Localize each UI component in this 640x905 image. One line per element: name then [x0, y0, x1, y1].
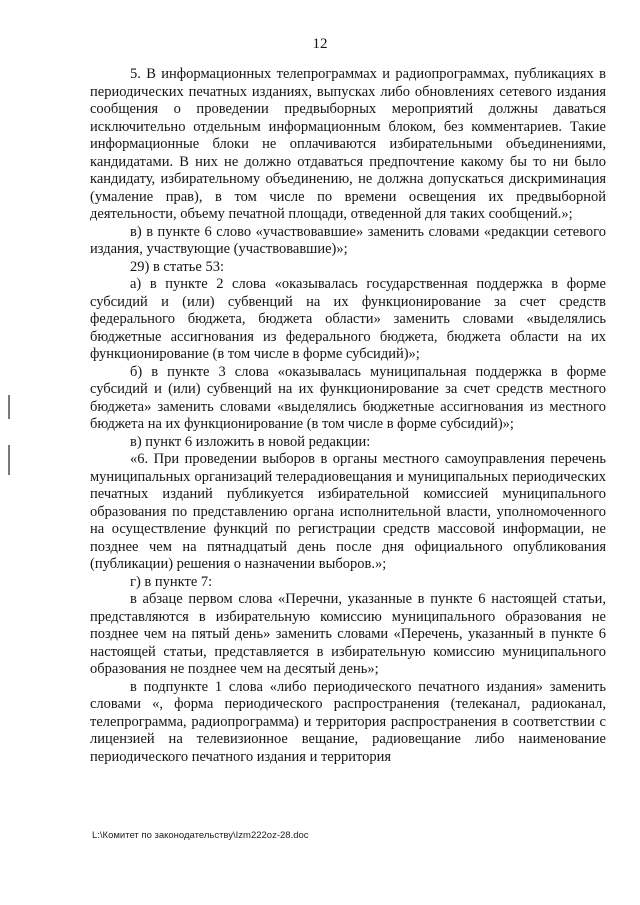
document-body: [90, 66, 606, 766]
paragraph-amendment-v-point-6: в) в пункте 6 слово «участвовавшие» заменить словами «редакции сетевого издания, участвующие (участвовавшие)»;: [90, 223, 606, 257]
scan-edge-mark: [8, 445, 10, 475]
page-number: 12: [312, 36, 328, 52]
paragraph-amendment-g-point-7: г) в пункте 7:: [130, 573, 213, 590]
paragraph-amendment-a-point-2: а) в пункте 2 слова «оказывалась государственная поддержка в форме субсидий и (или) субвенций на их функционирование за счет средств федерального бюджета, бюджета области» заменить словами «выделялись бюджетные ассигнования из федерального бюджета, бюджета области на их функционирование (в том числе в форме субсидий)»;: [90, 276, 606, 362]
paragraph-amendment-b-point-3: б) в пункте 3 слова «оказывалась муниципальная поддержка в форме субсидий и (или) субвенций на их функционирование за счет средств местного бюджета» заменить словами «выделялись бюджетные ассигнования из местного бюджета на их функционирование (в том числе в форме субсидий)»;: [90, 363, 606, 432]
scan-edge-mark: [8, 395, 10, 419]
paragraph-point-6-new-text: «6. При проведении выборов в органы местного самоуправления перечень муниципальных организаций телерадиовещания и муниципальных периодических печатных изданий публикуется избирательной комиссией муниципального образования по представлению органа исполнительной власти, уполномоченного на осуществление функций по регистрации средств массовой информации, не позднее чем на пятнадцатый день после дня официального опубликования (публикации) решения о назначении выборов.»;: [90, 451, 606, 572]
paragraph-amendment-v-new-edition: в) пункт 6 изложить в новой редакции:: [130, 433, 371, 450]
paragraph-article-53: 29) в статье 53:: [130, 258, 224, 275]
paragraph-item-5: 5. В информационных телепрограммах и радиопрограммах, публикациях в периодических печатных изданиях, выпусках либо обновлениях сетевого издания сообщения о проведении предвыборных мероприятий должны даваться исключительно отдельным информационным блоком, без комментариев. Такие информационные блоки не оплачиваются избирательными объединениями, кандидатами. В них не должно отдаваться предпочтение какому бы то ни было кандидату, избирательному объединению, не должна допускаться дискриминация (умаление прав), в том числе по времени освещения их предвыборной деятельности, объему печатной площади, отведенной для таких сообщений.»;: [90, 66, 606, 222]
footer-file-path: L:\Комитет по законодательству\Izm222oz-28.doc: [92, 830, 309, 841]
paragraph-first-abzac: в абзаце первом слова «Перечни, указанные в пункте 6 настоящей статьи, представляются в избирательную комиссию муниципального образования не позднее чем на пятый день» заменить словами «Перечень, указанный в пункте 6 настоящей статьи, представляется в избирательную комиссию муниципального образования не позднее чем на десятый день»;: [90, 591, 606, 677]
paragraph-subpoint-1: в подпункте 1 слова «либо периодического печатного издания» заменить словами «, форма периодического распространения (телеканал, радиоканал, телепрограмма, радиопрограмма) и территория распространения в соответствии с лицензией на телевизионное вещание, радиовещание либо наименование периодического печатного издания и территория: [90, 678, 606, 765]
